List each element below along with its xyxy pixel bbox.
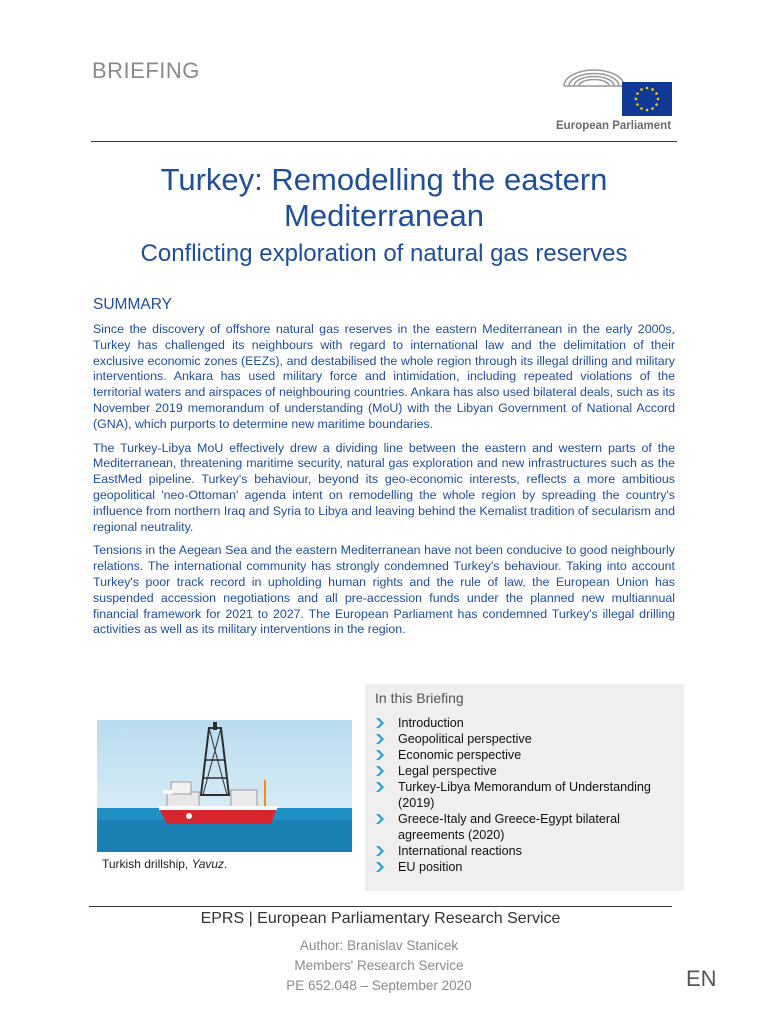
toc-item[interactable]: [371, 811, 677, 843]
in-this-briefing-box: [365, 684, 684, 891]
toc-item[interactable]: [371, 731, 677, 747]
toc-item[interactable]: [371, 763, 677, 779]
eprs-service-name: EPRS | European Parliamentary Research Service: [200, 910, 561, 927]
research-unit: Members' Research Service: [294, 958, 464, 973]
toc-item-label: Legal perspective: [398, 764, 497, 778]
toc-item-label: Turkey-Libya Memorandum of Understanding (2019): [398, 780, 651, 810]
chevron-right-icon: [375, 862, 385, 872]
summary-paragraph: The Turkey-Libya MoU effectively drew a dividing line between the eastern and western parts of the Mediterranean, threatening maritime security, natural gas exploration and new infrastructures such as the EastMed pipeline. Turkey's behaviour, beyond its geo-economic interests, reflects a more ambitious geopolitical 'neo-Ottoman' agenda intent on remodelling the whole region by spreading the country's influence from northern Iraq and Syria to Libya and leaving behind the Kemalist tradition of secularism and regional neutrality.: [93, 440, 676, 534]
flag-star: [636, 103, 639, 106]
summary-heading: SUMMARY: [93, 296, 172, 313]
chevron-right-icon: [375, 750, 385, 760]
summary-paragraph: Tensions in the Aegean Sea and the eastern Mediterranean have not been conducive to good neighbourly relations. The international community has strongly condemned Turkey's behaviour. Taking into account Turkey's poor track record in upholding human rights and the rule of law, the European Union has suspended accession negotiations and all pre-accession funds under the planned new multiannual financial framework for 2021 to 2027. The European Parliament has condemned Turkey's illegal drilling activities as well as its military interventions in the region.: [93, 543, 675, 637]
caption-prefix: Turkish drillship,: [102, 857, 192, 871]
toc-item-label: Economic perspective: [398, 748, 522, 762]
flag-star: [657, 98, 660, 101]
flag-star: [651, 107, 654, 110]
flag-star: [640, 107, 643, 110]
chevron-right-icon: [375, 734, 385, 744]
toc-item[interactable]: [371, 859, 677, 875]
logo-text: European Parliament: [556, 120, 672, 132]
toc-item-label: International reactions: [398, 844, 522, 858]
chevron-right-icon: [375, 782, 385, 792]
summary-text: [93, 322, 675, 646]
chevron-right-icon: [375, 766, 385, 776]
toc-item[interactable]: [371, 843, 677, 859]
toc-title: In this Briefing: [375, 690, 464, 706]
toc-item[interactable]: [371, 747, 677, 763]
caption-ship-name: Yavuz: [191, 857, 225, 871]
toc-item-label: EU position: [398, 860, 463, 874]
eu-flag-icon: [622, 82, 672, 116]
author-line: Author: Branislav Stanicek: [299, 938, 459, 953]
toc-item-label: Greece-Italy and Greece-Egypt bilateral agreements (2020): [398, 812, 620, 842]
document-title: Turkey: Remodelling the eastern Mediterranean: [160, 162, 608, 233]
chevron-right-icon: [375, 718, 385, 728]
caption-suffix: .: [224, 857, 228, 871]
flag-star: [636, 92, 639, 95]
summary-paragraph: Since the discovery of offshore natural gas reserves in the eastern Mediterranean in the early 2000s, Turkey has challenged its neighbours with regard to international law and the delimitation of their exclusive economic zones (EEZs), and destabilised the whole region through its illegal drilling and military interventions. Ankara has used military force and intimidation, including repeated violations of the territorial waters and airspaces of neighbouring countries. Ankara has also used bilateral deals, such as its November 2019 memorandum of understanding (MoU) with the Libyan Government of National Accord (GNA), which purports to determine new maritime boundaries.: [93, 322, 675, 431]
document-subtitle: Conflicting exploration of natural gas reserves: [140, 240, 628, 267]
toc-item-label: Geopolitical perspective: [398, 732, 532, 746]
european-parliament-logo: [556, 54, 676, 138]
toc-item[interactable]: [371, 779, 677, 811]
flag-star: [635, 98, 638, 101]
document-type-label: BRIEFING: [92, 58, 200, 83]
toc-item-label: Introduction: [398, 716, 464, 730]
footer-divider: [89, 906, 672, 907]
chevron-right-icon: [375, 814, 385, 824]
header-divider: [91, 141, 677, 142]
toc-list: [371, 715, 677, 875]
language-code: EN: [686, 966, 717, 991]
flag-star: [651, 88, 654, 91]
flag-star: [655, 92, 658, 95]
chevron-right-icon: [375, 846, 385, 856]
flag-star: [655, 103, 658, 106]
document-reference: PE 652.048 – September 2020: [286, 978, 472, 993]
drillship-photo: [97, 720, 352, 852]
toc-item[interactable]: [371, 715, 677, 731]
flag-star: [646, 87, 649, 90]
hemicycle-icon: [558, 56, 628, 98]
figure-caption: [102, 857, 227, 871]
flag-star: [646, 109, 649, 112]
flag-star: [640, 88, 643, 91]
